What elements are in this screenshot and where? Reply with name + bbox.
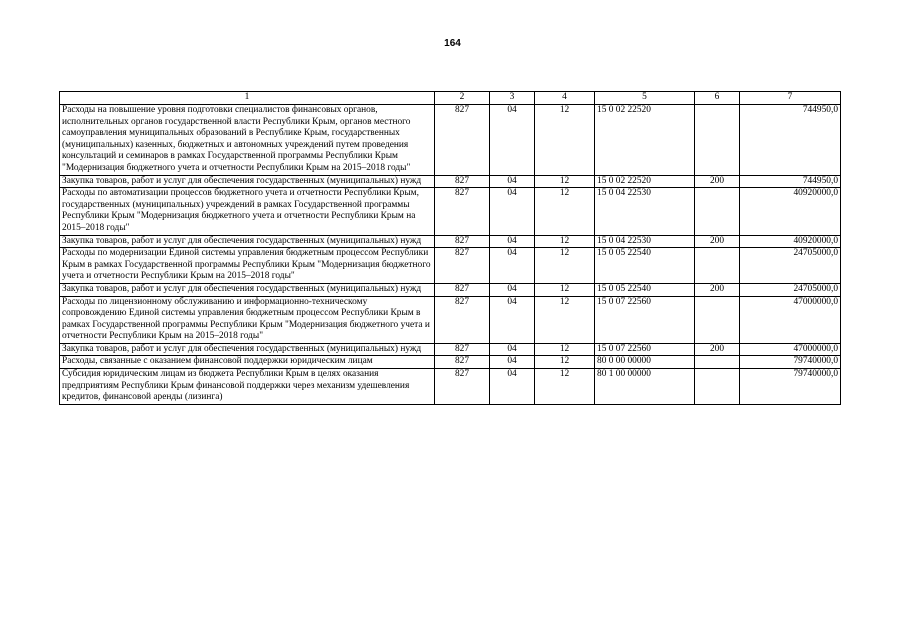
table-row (60, 105, 841, 176)
expense-type-code (695, 105, 740, 176)
column-header: 3 (490, 92, 535, 105)
expense-name: Расходы, связанные с оказанием финансовой поддержки юридическим лицам (60, 356, 435, 369)
target-code: 15 0 04 22530 (595, 235, 695, 248)
admin-code: 827 (435, 175, 490, 188)
subsection-code: 12 (535, 369, 595, 405)
target-code: 15 0 02 22520 (595, 105, 695, 176)
budget-table (59, 91, 841, 405)
expense-type-code: 200 (695, 343, 740, 356)
section-code: 04 (490, 235, 535, 248)
table-row (60, 369, 841, 405)
admin-code: 827 (435, 369, 490, 405)
admin-code: 827 (435, 235, 490, 248)
target-code: 15 0 04 22530 (595, 188, 695, 235)
expense-type-code: 200 (695, 283, 740, 296)
amount: 40920000,0 (740, 188, 841, 235)
subsection-code: 12 (535, 248, 595, 284)
amount: 744950,0 (740, 175, 841, 188)
admin-code: 827 (435, 356, 490, 369)
target-code: 80 0 00 00000 (595, 356, 695, 369)
expense-name: Субсидия юридическим лицам из бюджета Республики Крым в целях оказания предприятиям Республики Крым финансовой поддержки через механизм удешевления кредитов, финансовой аренды (лизинга) (60, 369, 435, 405)
subsection-code: 12 (535, 105, 595, 176)
column-header: 7 (740, 92, 841, 105)
section-code: 04 (490, 356, 535, 369)
subsection-code: 12 (535, 283, 595, 296)
amount: 744950,0 (740, 105, 841, 176)
expense-type-code (695, 369, 740, 405)
amount: 40920000,0 (740, 235, 841, 248)
amount: 79740000,0 (740, 369, 841, 405)
expense-type-code (695, 188, 740, 235)
expense-name: Закупка товаров, работ и услуг для обеспечения государственных (муниципальных) нужд (60, 283, 435, 296)
admin-code: 827 (435, 283, 490, 296)
table-row (60, 175, 841, 188)
column-header: 4 (535, 92, 595, 105)
expense-type-code (695, 356, 740, 369)
target-code: 15 0 05 22540 (595, 283, 695, 296)
expense-type-code (695, 296, 740, 343)
subsection-code: 12 (535, 235, 595, 248)
section-code: 04 (490, 283, 535, 296)
table-row (60, 248, 841, 284)
column-header: 5 (595, 92, 695, 105)
expense-name: Расходы на повышение уровня подготовки специалистов финансовых органов, исполнительных органов государственной власти Республики Крым, органов местного самоуправления муниципальных образований в Республике Крым, государственных (муниципальных) казенных, бюджетных и автономных учреждений путем проведения консультаций и семинаров в рамках Государственной программы Республики Крым "Модернизация бюджетного учета и отчетности Республики Крым на 2015–2018 годы" (60, 105, 435, 176)
table-row (60, 343, 841, 356)
target-code: 15 0 07 22560 (595, 343, 695, 356)
column-header: 6 (695, 92, 740, 105)
table-row (60, 235, 841, 248)
table-row (60, 296, 841, 343)
expense-name: Закупка товаров, работ и услуг для обеспечения государственных (муниципальных) нужд (60, 175, 435, 188)
section-code: 04 (490, 105, 535, 176)
expense-type-code: 200 (695, 175, 740, 188)
amount: 24705000,0 (740, 283, 841, 296)
subsection-code: 12 (535, 188, 595, 235)
amount: 24705000,0 (740, 248, 841, 284)
expense-name: Расходы по модернизации Единой системы управления бюджетным процессом Республики Крым в рамках Государственной программы Республики Крым "Модернизация бюджетного учета и отчетности Республики Крым на 2015–2018 годы" (60, 248, 435, 284)
expense-name: Расходы по лицензионному обслуживанию и информационно-техническому сопровождению Единой системы управления бюджетным процессом Республики Крым в рамках Государственной программы Республики Крым "Модернизация бюджетного учета и отчетности Республики Крым на 2015–2018 годы" (60, 296, 435, 343)
expense-name: Закупка товаров, работ и услуг для обеспечения государственных (муниципальных) нужд (60, 343, 435, 356)
subsection-code: 12 (535, 356, 595, 369)
target-code: 15 0 02 22520 (595, 175, 695, 188)
target-code: 15 0 07 22560 (595, 296, 695, 343)
amount: 79740000,0 (740, 356, 841, 369)
header-row (60, 92, 841, 105)
expense-name: Закупка товаров, работ и услуг для обеспечения государственных (муниципальных) нужд (60, 235, 435, 248)
section-code: 04 (490, 369, 535, 405)
admin-code: 827 (435, 105, 490, 176)
subsection-code: 12 (535, 296, 595, 343)
subsection-code: 12 (535, 343, 595, 356)
target-code: 80 1 00 00000 (595, 369, 695, 405)
expense-type-code: 200 (695, 235, 740, 248)
section-code: 04 (490, 296, 535, 343)
expense-name: Расходы по автоматизации процессов бюджетного учета и отчетности Республики Крым, государственных (муниципальных) учреждений в рамках Государственной программы Республики Крым "Модернизация бюджетного учета и отчетности Республики Крым на 2015–2018 годы" (60, 188, 435, 235)
column-header: 1 (60, 92, 435, 105)
section-code: 04 (490, 248, 535, 284)
table-row (60, 283, 841, 296)
amount: 47000000,0 (740, 343, 841, 356)
section-code: 04 (490, 188, 535, 235)
expense-type-code (695, 248, 740, 284)
admin-code: 827 (435, 188, 490, 235)
admin-code: 827 (435, 296, 490, 343)
target-code: 15 0 05 22540 (595, 248, 695, 284)
table-row (60, 188, 841, 235)
column-header: 2 (435, 92, 490, 105)
admin-code: 827 (435, 343, 490, 356)
page-number: 164 (444, 38, 461, 49)
table-row (60, 356, 841, 369)
subsection-code: 12 (535, 175, 595, 188)
section-code: 04 (490, 175, 535, 188)
section-code: 04 (490, 343, 535, 356)
amount: 47000000,0 (740, 296, 841, 343)
admin-code: 827 (435, 248, 490, 284)
